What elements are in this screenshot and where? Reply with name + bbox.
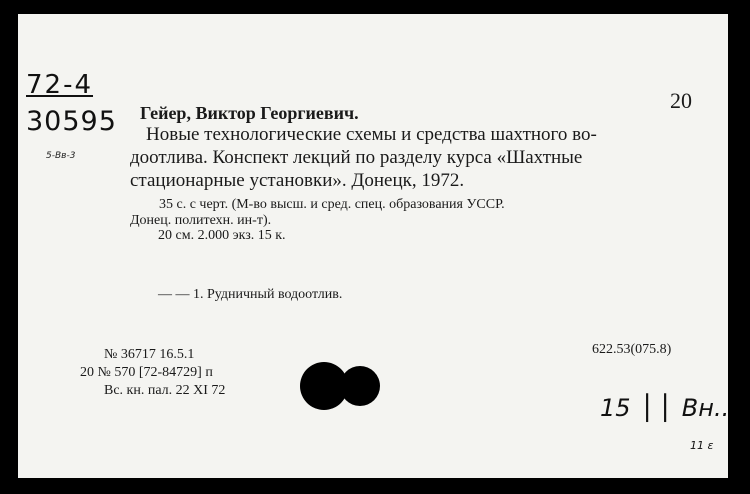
ink-blot [340, 366, 380, 406]
publisher-line-1: 35 с. с черт. (М-во высш. и сред. спец. образования УССР. [159, 197, 505, 212]
title-line-1: Новые технологические схемы и средства шахтного во- [146, 124, 597, 145]
subject-heading: — — 1. Рудничный водоотлив. [158, 287, 343, 302]
handwritten-corner-note: 11 ε [690, 439, 714, 452]
title-line-2: доотлива. Конспект лекций по разделу курса «Шахтные [130, 147, 583, 168]
title-line-3: стационарные установки». Донецк, 1972. [130, 170, 465, 191]
handwritten-shelf-mark: 72-4 [26, 70, 94, 100]
publisher-line-2: Донец. политехн. ин-т). [130, 213, 272, 228]
footer-line-3: Вс. кн. пал. 22 XI 72 [104, 383, 226, 398]
handwritten-inventory-number: 30595 [26, 106, 117, 137]
card-count: 20 [670, 88, 692, 113]
format-line: 20 см. 2.000 экз. 15 к. [158, 228, 286, 243]
classification-code: 622.53(075.8) [592, 342, 672, 357]
footer-line-1: № 36717 16.5.1 [104, 347, 195, 362]
footer-line-2: 20 № 570 [72-84729] п [80, 365, 213, 380]
handwritten-bottom-note: 15 ⎪⎪ Вн.. [600, 394, 730, 422]
catalog-card [18, 14, 728, 478]
author-heading: Гейер, Виктор Георгиевич. [140, 103, 359, 123]
handwritten-small-note: 5-Вв-3 [46, 151, 76, 161]
